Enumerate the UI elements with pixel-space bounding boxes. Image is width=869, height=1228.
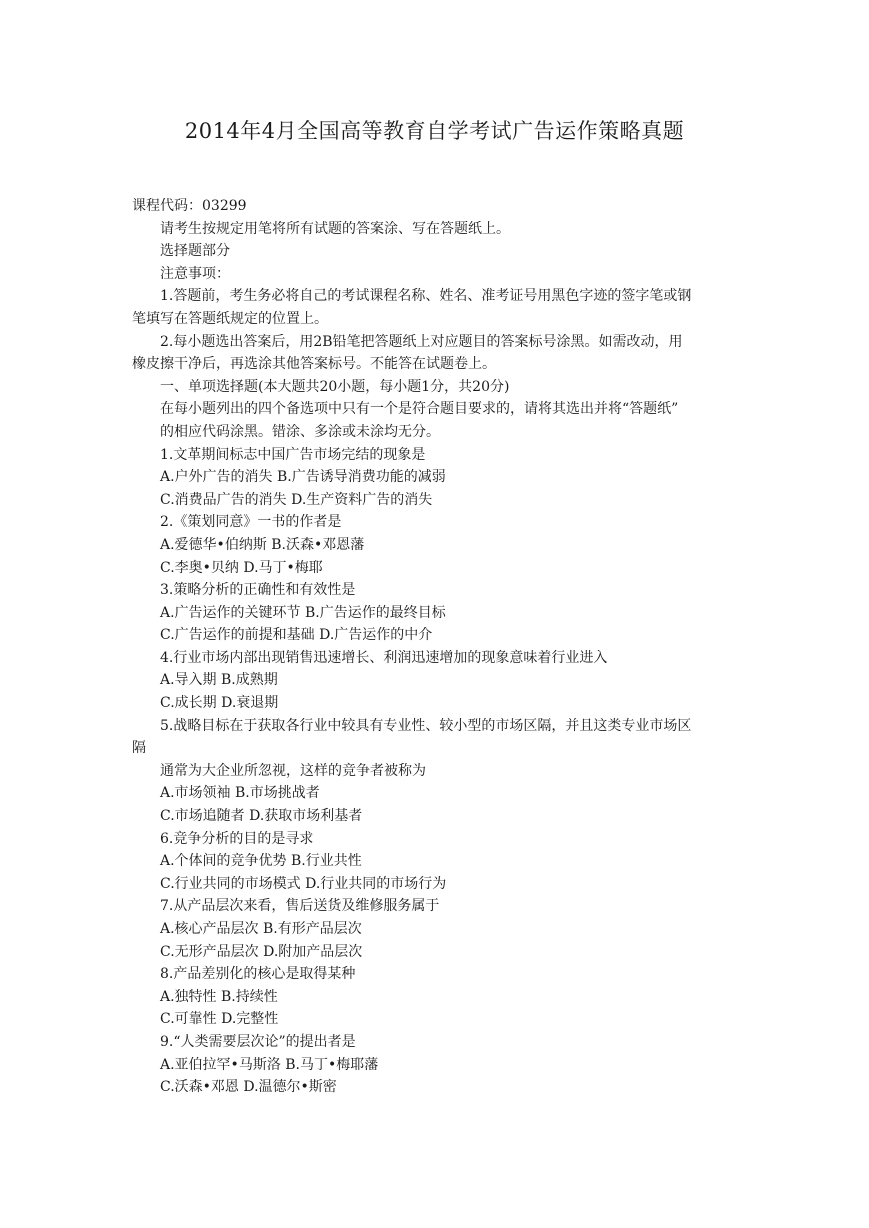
question-6-options-cd: C.行业共同的市场模式 D.行业共同的市场行为 [160, 875, 447, 892]
question-6-options-ab: A.个体间的竞争优势 B.行业共性 [160, 853, 362, 870]
notice-2-line-2: 橡皮擦干净后，再选涂其他答案标号。不能答在试题卷上。 [132, 356, 496, 373]
question-2-stem: 2.《策划同意》一书的作者是 [160, 514, 342, 531]
question-3-options-ab: A.广告运作的关键环节 B.广告运作的最终目标 [160, 604, 446, 621]
question-7-options-cd: C.无形产品层次 D.附加产品层次 [160, 943, 363, 960]
general-instruction: 请考生按规定用笔将所有试题的答案涂、写在答题纸上。 [160, 220, 510, 237]
page-title: 2014年4月全国高等教育自学考试广告运作策略真题 [184, 119, 685, 143]
question-5-options-ab: A.市场领袖 B.市场挑战者 [160, 785, 320, 802]
question-8-options-ab: A.独特性 B.持续性 [160, 988, 278, 1005]
question-5-stem-line-2: 隔 [132, 740, 146, 757]
question-7-options-ab: A.核心产品层次 B.有形产品层次 [160, 921, 362, 937]
question-5-options-cd: C.市场追随者 D.获取市场利基者 [160, 808, 363, 825]
question-5-stem-line-1: 5.战略目标在于获取各行业中较具有专业性、较小型的市场区隔，并且这类专业市场区 [160, 717, 692, 734]
question-9-options-ab: A.亚伯拉罕•马斯洛 B.马丁•梅耶藩 [160, 1056, 379, 1073]
document-body [132, 195, 740, 1099]
question-8-options-cd: C.可靠性 D.完整性 [160, 1011, 279, 1028]
section-label: 选择题部分 [160, 243, 230, 260]
notice-1-line-2: 笔填写在答题纸规定的位置上。 [132, 310, 328, 327]
question-1-options-ab: A.户外广告的消失 B.广告诱导消费功能的减弱 [160, 469, 446, 486]
question-4-options-cd: C.成长期 D.衰退期 [160, 695, 279, 712]
notice-1-line-1: 1.答题前，考生务必将自己的考试课程名称、姓名、准考证号用黑色字迹的签字笔或钢 [160, 288, 692, 305]
question-9-stem: 9.“人类需要层次论”的提出者是 [160, 1033, 356, 1050]
notice-label: 注意事项： [160, 265, 230, 282]
question-2-options-cd: C.李奥•贝纳 D.马丁•梅耶 [160, 559, 323, 576]
question-1-stem: 1.文革期间标志中国广告市场完结的现象是 [160, 446, 426, 463]
course-code: 课程代码：03299 [132, 198, 247, 214]
notice-2-line-1: 2.每小题选出答案后，用2B铅笔把答题纸上对应题目的答案标号涂黑。如需改动，用 [160, 333, 683, 350]
question-7-stem: 7.从产品层次来看，售后送货及维修服务属于 [160, 898, 440, 915]
part-1-heading: 一、单项选择题(本大题共20小题，每小题1分，共20分) [160, 378, 510, 395]
question-4-options-ab: A.导入期 B.成熟期 [160, 672, 278, 689]
part-1-desc-line-1: 在每小题列出的四个备选项中只有一个是符合题目要求的，请将其选出并将“答题纸” [160, 401, 679, 418]
question-9-options-cd: C.沃森•邓恩 D.温德尔•斯密 [160, 1079, 337, 1096]
question-4-stem: 4.行业市场内部出现销售迅速增长、利润迅速增加的现象意味着行业进入 [160, 649, 608, 666]
question-5-stem-line-3: 通常为大企业所忽视，这样的竞争者被称为 [160, 762, 426, 779]
question-3-options-cd: C.广告运作的前提和基础 D.广告运作的中介 [160, 627, 433, 644]
part-1-desc-line-2: 的相应代码涂黑。错涂、多涂或未涂均无分。 [160, 423, 440, 440]
question-8-stem: 8.产品差别化的核心是取得某种 [160, 966, 356, 983]
question-2-options-ab: A.爱德华•伯纳斯 B.沃森•邓恩藩 [160, 536, 365, 553]
question-1-options-cd: C.消费品广告的消失 D.生产资料广告的消失 [160, 491, 433, 508]
question-3-stem: 3.策略分析的正确性和有效性是 [160, 582, 356, 599]
question-6-stem: 6.竞争分析的目的是寻求 [160, 830, 314, 847]
